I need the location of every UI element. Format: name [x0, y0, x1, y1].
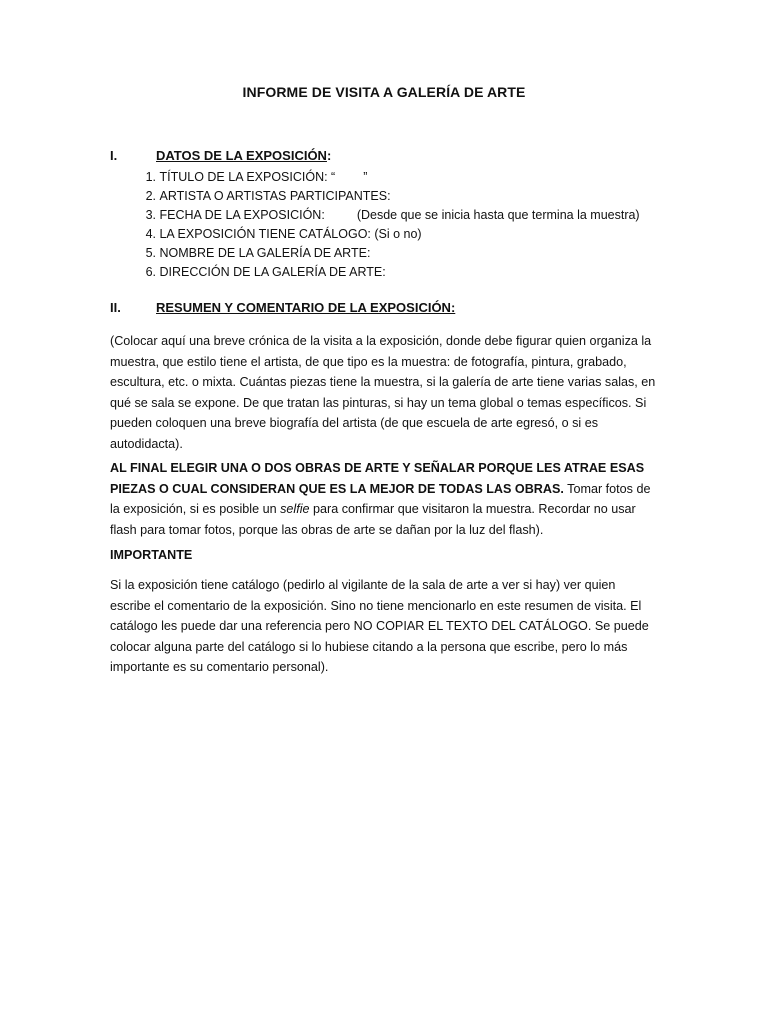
section-1-colon: :	[326, 148, 332, 163]
list-item	[130, 206, 640, 225]
artwork-selection-text-a: Tomar fotos de la exposición, si es posible un	[110, 481, 651, 516]
list-item-label: FECHA DE LA EXPOSICIÓN:	[159, 208, 325, 222]
list-item-label: DIRECCIÓN DE LA GALERÍA DE ARTE:	[159, 265, 386, 279]
section-1-title: DATOS DE LA EXPOSICIÓN	[156, 148, 327, 163]
list-item	[130, 168, 640, 187]
list-item	[130, 244, 640, 263]
important-heading: IMPORTANTE	[110, 548, 193, 562]
section-1-heading	[110, 148, 331, 163]
section-2-heading	[110, 300, 455, 315]
summary-paragraph: (Colocar aquí una breve crónica de la visita a la exposición, donde debe figurar quien organiza la muestra, que estilo tiene el artista, de que tipo es la muestra: de fotografía, pintura, grabado, escultura, etc. o mixta. Cuántas piezas tiene la muestra, si la galería de arte tiene varias salas, en qué se sala se expone. De que tratan las pinturas, si hay un tema global o temas específicos. Si pueden coloquen una breve biografía del artista (de que escuela de arte egresó, o si es autodidacta).	[110, 334, 656, 451]
catalog-paragraph: Si la exposición tiene catálogo (pedirlo al vigilante de la sala de arte a ver si hay) ver quien escribe el comentario de la exposición. Sino no tiene mencionarlo en este resumen de visita. El catálogo les puede dar una referencia pero NO COPIAR EL TEXTO DEL CATÁLOGO. Se puede colocar alguna parte del catálogo si lo hubiese citando a la persona que escribe, pero lo más importante es su comentario personal).	[110, 578, 649, 674]
section-2-number: II.	[110, 300, 121, 315]
list-item-number: 5.	[145, 246, 156, 260]
list-item-label: NOMBRE DE LA GALERÍA DE ARTE:	[159, 246, 371, 260]
document-title: INFORME DE VISITA A GALERÍA DE ARTE	[242, 84, 526, 100]
list-item-closing-quote: ”	[363, 170, 368, 184]
list-item-number: 6.	[145, 265, 156, 279]
section-2-title: RESUMEN Y COMENTARIO DE LA EXPOSICIÓN:	[156, 300, 456, 315]
list-item	[130, 187, 640, 206]
selfie-italic-text: selfie	[280, 502, 310, 516]
list-item-label: TÍTULO DE LA EXPOSICIÓN: “	[159, 170, 336, 184]
list-item-number: 2.	[145, 189, 156, 203]
list-item-number: 4.	[145, 227, 156, 241]
list-item-note: (Desde que se inicia hasta que termina la muestra)	[356, 208, 640, 222]
section-1-number: I.	[110, 148, 118, 163]
exhibition-data-list	[130, 168, 640, 282]
list-item-label: LA EXPOSICIÓN TIENE CATÁLOGO: (Si o no)	[159, 227, 422, 241]
list-item-number: 1.	[145, 170, 156, 184]
list-item	[130, 263, 640, 282]
artwork-selection-bold-text: AL FINAL ELEGIR UNA O DOS OBRAS DE ARTE Y SEÑALAR PORQUE LES ATRAE ESAS PIEZAS O CUAL CONSIDERAN QUE ES LA MEJOR DE TODAS LAS OBRAS.	[110, 461, 645, 496]
artwork-selection-paragraph	[110, 458, 658, 540]
list-item-label: ARTISTA O ARTISTAS PARTICIPANTES:	[159, 189, 391, 203]
list-item-number: 3.	[145, 208, 156, 222]
list-item	[130, 225, 640, 244]
artwork-selection-text-b: para confirmar que visitaron la muestra. Recordar no usar flash para tomar fotos, porque las obras de arte se dañan por la luz del flash).	[110, 502, 636, 537]
